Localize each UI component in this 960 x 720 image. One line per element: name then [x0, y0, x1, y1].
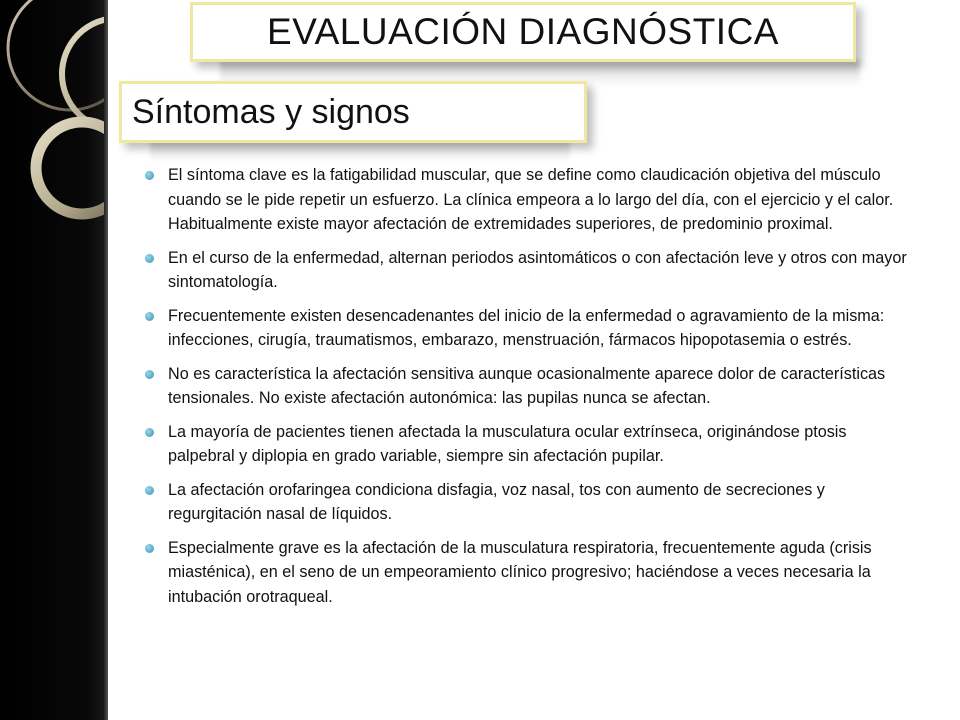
bullet-icon — [145, 312, 154, 321]
bullet-text: Especialmente grave es la afectación de la musculatura respiratoria, frecuentemente aguda (crisis miasténica), en el seno de un empeoramiento clínico progresivo; haciéndose a veces necesaria la intubación orotraqueal. — [168, 538, 872, 606]
bullet-text: El síntoma clave es la fatigabilidad muscular, que se define como claudicación objetiva del músculo cuando se le pide repetir un esfuerzo. La clínica empeora a lo largo del día, con el ejercicio y el calor. Habitualmente existe mayor afectación de extremidades superiores, de predominio proximal. — [168, 166, 894, 233]
bullet-icon — [145, 370, 154, 379]
bullet-icon — [145, 486, 154, 495]
list-item — [145, 362, 917, 411]
list-item — [145, 536, 917, 610]
bullet-icon — [145, 428, 154, 437]
slide-subtitle: Síntomas y signos — [132, 92, 410, 131]
bullet-text: Frecuentemente existen desencadenantes del inicio de la enfermedad o agravamiento de la misma: infecciones, cirugía, traumatismos, embarazo, menstruación, fármacos hipopotasemia o estrés. — [168, 306, 885, 349]
bullet-icon — [145, 544, 154, 553]
ring-large — [8, 0, 108, 110]
ring-medium — [62, 18, 108, 130]
decorative-rings — [0, 0, 108, 720]
slide-title: EVALUACIÓN DIAGNÓSTICA — [267, 11, 779, 52]
ring-small — [36, 122, 108, 214]
list-item — [145, 420, 917, 469]
subtitle-reflection — [150, 140, 570, 162]
sidebar-edge — [104, 0, 108, 720]
bullet-text: En el curso de la enfermedad, alternan periodos asintomáticos o con afectación leve y otros con mayor sintomatología. — [168, 248, 907, 291]
bullet-text: La afectación orofaringea condiciona disfagia, voz nasal, tos con aumento de secreciones y regurgitación nasal de líquidos. — [168, 480, 825, 523]
bullet-text: No es característica la afectación sensitiva aunque ocasionalmente aparece dolor de características tensionales. No existe afectación autonómica: las pupilas nunca se afectan. — [168, 364, 886, 407]
bullet-text: La mayoría de pacientes tienen afectada la musculatura ocular extrínseca, originándose ptosis palpebral y diplopia en grado variable, siempre sin afectación pupilar. — [168, 422, 847, 465]
list-item — [145, 246, 917, 295]
decorative-sidebar — [0, 0, 108, 720]
list-item — [145, 478, 917, 527]
bullet-icon — [145, 254, 154, 263]
list-item — [145, 163, 917, 237]
list-item — [145, 304, 917, 353]
bullet-list — [145, 163, 917, 618]
title-frame — [190, 2, 856, 62]
subtitle-frame — [119, 81, 587, 143]
bullet-icon — [145, 171, 154, 180]
